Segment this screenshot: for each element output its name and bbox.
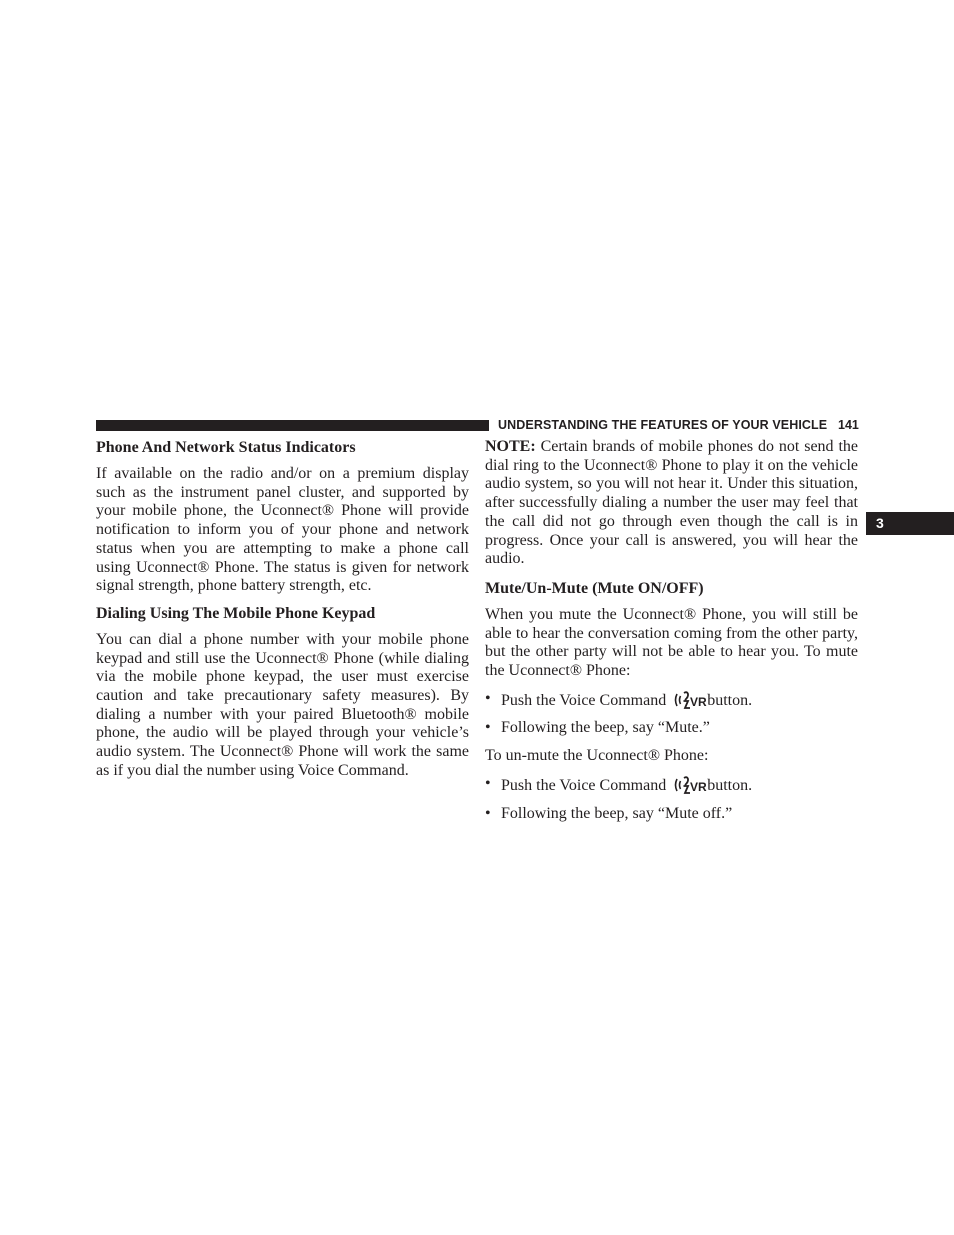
list-item	[485, 805, 858, 824]
note-label: NOTE:	[485, 438, 536, 455]
voice-command-icon	[673, 690, 707, 710]
unmute-steps-list	[485, 775, 858, 823]
running-header: UNDERSTANDING THE FEATURES OF YOUR VEHICLE	[498, 418, 828, 432]
svg-text:VR: VR	[690, 779, 707, 794]
step-text: button.	[707, 776, 753, 794]
bullet-glyph: •	[485, 689, 491, 707]
chapter-tab: 3	[866, 512, 954, 535]
bullet-glyph: •	[485, 719, 491, 737]
note-paragraph	[485, 438, 858, 569]
note-text: Certain brands of mobile phones do not send the dial ring to the Uconnect® Phone to play it on the vehicle audio system, so you will not hear it. Under this situation, after successfully dialing a number the user may feel that the call did not go through even though the call is in progress. Once your call is answered, you will hear the audio.	[485, 438, 858, 568]
mute-steps-list	[485, 690, 858, 738]
list-item	[485, 775, 858, 796]
step-text: Following the beep, say “Mute.”	[501, 719, 710, 737]
step-text: Push the Voice Command	[501, 776, 671, 794]
list-item	[485, 690, 858, 711]
step-text: Push the Voice Command	[501, 691, 671, 709]
voice-command-icon	[673, 775, 707, 795]
bullet-glyph: •	[485, 804, 491, 822]
step-text: Following the beep, say “Mute off.”	[501, 804, 733, 822]
section-heading-mute: Mute/Un-Mute (Mute ON/OFF)	[485, 579, 704, 597]
step-text: button.	[707, 691, 753, 709]
page-number: 141	[838, 418, 859, 432]
bullet-glyph: •	[485, 774, 491, 792]
left-column	[96, 438, 469, 781]
right-column	[485, 438, 858, 823]
svg-text:VR: VR	[690, 694, 707, 709]
list-item	[485, 719, 858, 738]
mute-intro-paragraph: When you mute the Uconnect® Phone, you will still be able to hear the conversation coming from the other party, but the other party will not be able to hear you. To mute the Uconnect® Phone:	[485, 605, 858, 680]
section-heading-keypad-dialing: Dialing Using The Mobile Phone Keypad	[96, 604, 376, 622]
header-rule	[96, 420, 489, 431]
keypad-dialing-paragraph: You can dial a phone number with your mobile phone keypad and still use the Uconnect® Phone (while dialing via the mobile phone keypad, the user must exercise caution and take precautionary safety measures). By dialing a number with your paired Bluetooth® mobile phone, the audio will be played through your vehicle’s audio system. The Uconnect® Phone will work the same as if you dial the number using Voice Command.	[96, 630, 469, 779]
section-heading-status-indicators: Phone And Network Status Indicators	[96, 439, 356, 456]
unmute-intro-paragraph: To un-mute the Uconnect® Phone:	[485, 747, 709, 765]
status-indicators-paragraph: If available on the radio and/or on a premium display such as the instrument panel cluster, and supported by your mobile phone, the Uconnect® Phone will provide notification to inform you of your phone and network status when you are attempting to make a phone call using Uconnect® Phone. The status is given for network signal strength, phone battery strength, etc.	[96, 465, 469, 595]
